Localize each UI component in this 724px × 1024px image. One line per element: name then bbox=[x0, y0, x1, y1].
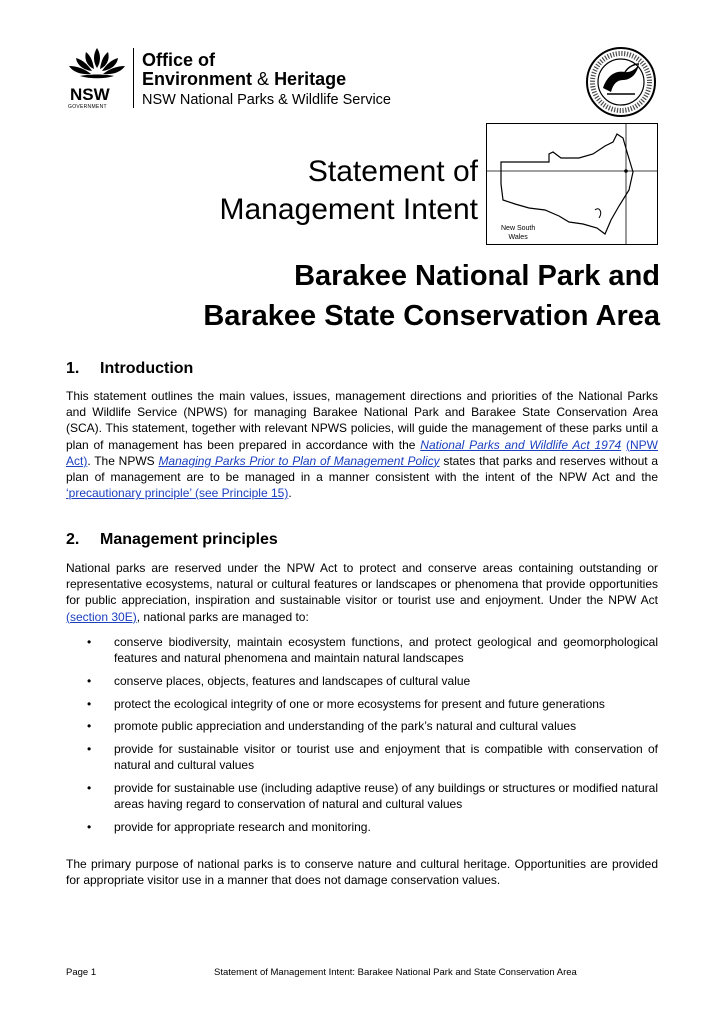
list-item: • provide for sustainable use (including adaptive reuse) of any buildings or structures or modified natural areas having regard to conservation of natural and cultural values bbox=[87, 780, 658, 812]
waratah-icon bbox=[66, 46, 128, 82]
section-2-title: Management principles bbox=[100, 531, 278, 548]
npw-act-link[interactable]: National Parks and Wildlife Act 1974 bbox=[420, 437, 622, 452]
office-heritage: Heritage bbox=[274, 69, 347, 89]
management-principles-list bbox=[66, 634, 658, 842]
list-item: • promote public appreciation and understanding of the park’s natural and cultural values bbox=[87, 719, 577, 734]
list-item: • conserve places, objects, features and landscapes of cultural value bbox=[87, 673, 471, 688]
service-line: NSW National Parks & Wildlife Service bbox=[142, 92, 391, 108]
page-footer bbox=[66, 967, 658, 978]
section-1-heading bbox=[66, 360, 193, 378]
section-1-title: Introduction bbox=[100, 360, 194, 377]
office-environment: Environment bbox=[142, 69, 253, 89]
list-item: • provide for sustainable visitor or tourist use and enjoyment that is compatible with conservation of natural and cultural values bbox=[87, 742, 658, 773]
office-ampersand: & bbox=[257, 69, 270, 89]
footer-title: Statement of Management Intent: Barakee National Park and State Conservation Area bbox=[214, 967, 577, 978]
government-label: GOVERNMENT bbox=[68, 104, 107, 110]
npw-act-abbrev-link[interactable]: (NPW Act) bbox=[66, 437, 658, 468]
section-2-paragraph: National parks are reserved under the NPW Act to protect and conserve areas containing outstanding or representative ecosystems, natural or cultural features or landscapes or phenomena that provide opportunities for public appreciation, inspiration and sustainable visitor or tourist use and enjoyment. Under the NPW Act (section 30E), national parks are managed to: bbox=[66, 561, 658, 624]
npws-seal-icon bbox=[585, 46, 657, 118]
page-number: Page 1 bbox=[66, 967, 97, 978]
logo-divider bbox=[133, 48, 134, 108]
map-label-line1: New South bbox=[501, 225, 536, 232]
park-title-line2: Barakee State Conservation Area bbox=[203, 300, 660, 332]
list-item: • protect the ecological integrity of one or more ecosystems for present and future generations bbox=[87, 696, 605, 711]
map-label-line2: Wales bbox=[508, 234, 528, 241]
oeh-logo bbox=[66, 46, 426, 112]
section-2-heading bbox=[66, 531, 278, 549]
list-item: • conserve biodiversity, maintain ecosystem functions, and protect geological and geomorphological features and natural phenomena and maintain natural landscapes bbox=[87, 635, 658, 666]
document-title-line1: Statement of bbox=[307, 155, 478, 188]
section-1-paragraph: This statement outlines the main values, issues, management directions and priorities of the National Parks and Wildlife Service (NPWS) for managing Barakee National Park and Barakee State Conservation Area (SCA). This statement, together with relevant NPWS policies, will guide the management of these parks until a plan of management has been prepared in accordance with the National Parks and Wildlife Act 1974 (NPW Act). The NPWS Managing Parks Prior to Plan of Management Policy states that parks and reserves without a plan of management are to be managed in a manner consistent with the intent of the NPW Act and the ‘precautionary principle’ (see Principle 15). bbox=[66, 389, 659, 501]
nsw-location-map bbox=[486, 123, 658, 245]
nsw-wordmark: NSW bbox=[70, 85, 110, 104]
map-label bbox=[501, 224, 535, 242]
office-line1: Office of bbox=[142, 50, 216, 70]
precautionary-principle-link[interactable]: ‘precautionary principle’ (see Principle 15) bbox=[66, 486, 289, 501]
managing-parks-policy-link[interactable]: Managing Parks Prior to Plan of Management Policy bbox=[158, 453, 440, 468]
document-title bbox=[219, 153, 478, 229]
office-line2 bbox=[142, 70, 346, 89]
closing-paragraph: The primary purpose of national parks is to conserve nature and cultural heritage. Opportunities are provided for appropriate visitor use in a manner that does not damage conservation values. bbox=[66, 857, 658, 888]
document-title-line2: Management Intent bbox=[219, 193, 478, 226]
section-30e-link[interactable]: (section 30E) bbox=[66, 609, 137, 624]
section-1-number: 1. bbox=[66, 360, 80, 377]
park-title-line1: Barakee National Park and bbox=[294, 260, 660, 292]
park-title bbox=[203, 256, 660, 336]
section-2-number: 2. bbox=[66, 531, 80, 548]
list-item: • provide for appropriate research and monitoring. bbox=[87, 819, 371, 834]
